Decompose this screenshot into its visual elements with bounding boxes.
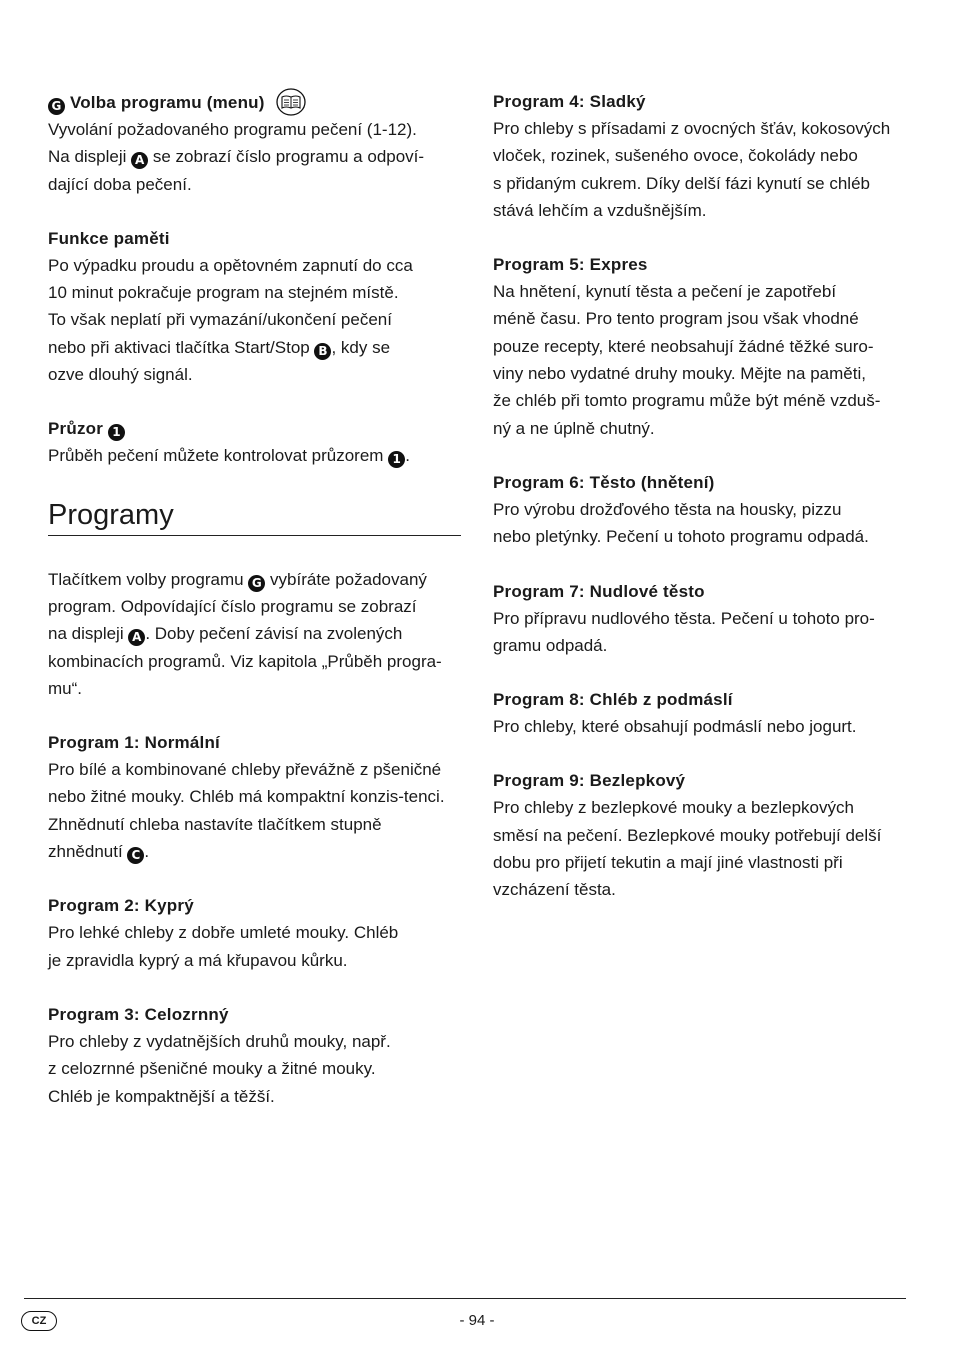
text-line xyxy=(48,252,463,279)
paragraph-program-1 xyxy=(48,756,463,865)
text-run: že chléb při tomto programu může být méně vzduš- xyxy=(493,391,881,411)
text-run: stává lehčím a vzdušnějším. xyxy=(493,200,707,220)
paragraph-program-3 xyxy=(48,1028,463,1110)
section-programy xyxy=(48,497,463,702)
heading-text: Volba programu (menu) xyxy=(69,93,265,112)
paragraph-program-6 xyxy=(493,496,913,551)
text-run: program. Odpovídající číslo programu se zobrazí xyxy=(48,596,417,616)
text-line xyxy=(493,360,913,387)
heading-text: Průzor xyxy=(48,419,104,439)
section-divider xyxy=(48,535,461,536)
heading-program-6: Program 6: Těsto (hnětení) xyxy=(493,472,715,492)
text-run: Pro chleby z vydatnějších druhů mouky, např. xyxy=(48,1031,391,1051)
section-program-5 xyxy=(493,251,913,442)
section-title-programy: Programy xyxy=(48,498,174,531)
text-run: Vyvolání požadovaného programu pečení (1-12). xyxy=(48,120,417,139)
text-line xyxy=(493,387,913,414)
text-run: Pro chleby z bezlepkové mouky a bezlepkových xyxy=(493,798,854,818)
text-run: Na hnětení, kynutí těsta a pečení je zapotřebí xyxy=(493,282,837,302)
paragraph-program-9 xyxy=(493,794,913,903)
heading-program-2: Program 2: Kyprý xyxy=(48,896,194,916)
text-line xyxy=(48,919,463,946)
text-run: Pro bílé a kombinované chleby převážně z pšeničné xyxy=(48,760,442,780)
text-line xyxy=(48,566,463,593)
paragraph-pruzor xyxy=(48,442,463,469)
text-run: . xyxy=(405,446,410,466)
text-line xyxy=(493,632,913,659)
text-run: nebo při aktivaci tlačítka Start/Stop xyxy=(48,337,315,357)
section-program-1 xyxy=(48,729,463,865)
text-line xyxy=(48,1055,463,1082)
text-run: dobu pro přijetí tekutin a mají jiné vlastnosti při xyxy=(493,853,843,873)
text-run: směsí na pečení. Bezlepkové mouky potřebují delší xyxy=(493,825,882,845)
text-line xyxy=(493,170,913,197)
text-line xyxy=(48,442,463,469)
text-run: nebo pletýnky. Pečení u tohoto programu odpadá. xyxy=(493,527,869,547)
text-line xyxy=(493,794,913,821)
page-number: - 94 - xyxy=(459,1312,495,1329)
paragraph-program-8 xyxy=(493,713,913,740)
text-line xyxy=(48,306,463,333)
marker-c-icon: C xyxy=(127,847,144,864)
text-line xyxy=(493,849,913,876)
text-run: Pro výrobu drožďového těsta na housky, pizzu xyxy=(493,499,842,519)
text-line xyxy=(48,143,463,170)
marker-1-icon: 1 xyxy=(388,451,405,468)
text-line xyxy=(48,1083,463,1110)
text-line xyxy=(493,713,913,740)
section-pruzor xyxy=(48,415,463,469)
text-line xyxy=(48,947,463,974)
text-run: z celozrnné pšeničné mouky a žitné mouky. xyxy=(48,1059,376,1079)
text-run: s přidaným cukrem. Díky delší fázi kynutí se chléb xyxy=(493,173,870,193)
paragraph-program-7 xyxy=(493,605,913,660)
paragraph-program-4 xyxy=(493,115,913,224)
text-line xyxy=(48,116,463,143)
text-run: méně času. Pro tento program jsou však vhodné xyxy=(493,309,859,329)
heading-program-7: Program 7: Nudlové těsto xyxy=(493,581,705,601)
text-run: mu“. xyxy=(48,678,82,698)
left-column xyxy=(48,88,463,1137)
text-run: Pro chleby, které obsahují podmáslí nebo jogurt. xyxy=(493,717,857,737)
text-run: Pro chleby s přísadami z ovocných šťáv, kokosových xyxy=(493,119,891,138)
language-badge: CZ xyxy=(21,1311,57,1331)
section-program-8 xyxy=(493,686,913,740)
text-line xyxy=(48,620,463,647)
heading-pruzor xyxy=(48,415,463,442)
text-line xyxy=(493,333,913,360)
text-run: se zobrazí číslo programu a odpoví- xyxy=(148,147,425,167)
section-program-9 xyxy=(493,767,913,903)
text-line xyxy=(493,415,913,442)
text-line xyxy=(493,278,913,305)
text-line xyxy=(48,1028,463,1055)
marker-g-icon: G xyxy=(248,575,265,592)
text-line xyxy=(493,876,913,903)
text-run: viny nebo vydatné druhy mouky. Mějte na paměti, xyxy=(493,364,866,384)
section-funkce-pameti xyxy=(48,225,463,388)
text-run: . xyxy=(144,842,150,862)
text-run: Na displeji xyxy=(48,147,132,167)
text-line xyxy=(48,838,463,865)
marker-g-icon: G xyxy=(48,98,65,115)
section-program-4 xyxy=(493,88,913,224)
text-run: Pro lehké chleby z dobře umleté mouky. Chléb xyxy=(48,923,399,943)
heading-volba-programu xyxy=(48,88,463,116)
text-run: Průběh pečení můžete kontrolovat průzorem xyxy=(48,446,389,466)
text-line xyxy=(48,756,463,783)
text-line xyxy=(48,593,463,620)
text-run: dající doba pečení. xyxy=(48,174,192,194)
text-line xyxy=(493,197,913,224)
text-line xyxy=(48,675,463,702)
paragraph-volba-programu xyxy=(48,116,463,198)
heading-program-4: Program 4: Sladký xyxy=(493,92,646,111)
text-run: ný a ne úplně chutný. xyxy=(493,418,655,438)
text-run: vloček, rozinek, sušeného ovoce, čokolády nebo xyxy=(493,146,858,166)
section-program-3 xyxy=(48,1001,463,1110)
section-program-6 xyxy=(493,469,913,551)
text-line xyxy=(48,334,463,361)
text-run: vybíráte požadovaný xyxy=(265,569,427,589)
marker-1-icon: 1 xyxy=(108,424,125,441)
text-line xyxy=(48,783,463,810)
text-line xyxy=(48,811,463,838)
heading-program-1: Program 1: Normální xyxy=(48,733,220,753)
text-run: pouze recepty, které neobsahují žádné těžké suro- xyxy=(493,336,874,356)
text-line xyxy=(493,142,913,169)
text-run: je zpravidla kyprý a má křupavou kůrku. xyxy=(48,950,348,970)
paragraph-program-5 xyxy=(493,278,913,442)
text-run: . Doby pečení závisí na zvolených xyxy=(145,624,403,644)
paragraph-funkce-pameti xyxy=(48,252,463,388)
text-run: , kdy se xyxy=(331,337,391,357)
paragraph-programy xyxy=(48,566,463,702)
heading-funkce-pameti: Funkce paměti xyxy=(48,228,170,248)
text-line xyxy=(493,496,913,523)
text-line xyxy=(48,171,463,198)
heading-program-3: Program 3: Celozrnný xyxy=(48,1004,229,1024)
section-program-2 xyxy=(48,892,463,974)
text-run: Pro přípravu nudlového těsta. Pečení u tohoto pro- xyxy=(493,608,875,628)
text-line xyxy=(48,279,463,306)
text-run: zhnědnutí xyxy=(48,842,128,862)
text-line xyxy=(493,305,913,332)
book-menu-icon xyxy=(276,88,306,116)
text-run: vzcházení těsta. xyxy=(493,880,616,900)
text-run: 10 minut pokračuje program na stejném místě. xyxy=(48,283,399,303)
footer-divider xyxy=(24,1298,906,1299)
text-run: To však neplatí při vymazání/ukončení pečení xyxy=(48,310,392,330)
text-run: Tlačítkem volby programu xyxy=(48,569,249,589)
marker-b-icon: B xyxy=(314,343,331,360)
text-line xyxy=(493,822,913,849)
text-line xyxy=(48,361,463,388)
text-line xyxy=(493,115,913,142)
text-line xyxy=(493,523,913,550)
text-run: gramu odpadá. xyxy=(493,635,608,655)
text-run: kombinacích programů. Viz kapitola „Průběh progra- xyxy=(48,651,442,671)
heading-program-8: Program 8: Chléb z podmáslí xyxy=(493,690,733,710)
section-volba-programu xyxy=(48,88,463,198)
heading-program-9: Program 9: Bezlepkový xyxy=(493,771,686,791)
text-run: ozve dlouhý signál. xyxy=(48,365,193,385)
marker-a-icon: A xyxy=(131,152,148,169)
text-run: Po výpadku proudu a opětovném zapnutí do cca xyxy=(48,255,413,275)
heading-program-5: Program 5: Expres xyxy=(493,255,648,275)
text-line xyxy=(493,605,913,632)
text-run: Zhnědnutí chleba nastavíte tlačítkem stupně xyxy=(48,814,382,834)
right-column xyxy=(493,88,913,931)
text-run: na displeji xyxy=(48,624,129,644)
text-line xyxy=(48,648,463,675)
text-run: Chléb je kompaktnější a těžší. xyxy=(48,1086,275,1106)
paragraph-program-2 xyxy=(48,919,463,974)
text-run: nebo žitné mouky. Chléb má kompaktní konzis-tenci. xyxy=(48,787,445,807)
marker-a-icon: A xyxy=(128,629,145,646)
section-program-7 xyxy=(493,578,913,660)
